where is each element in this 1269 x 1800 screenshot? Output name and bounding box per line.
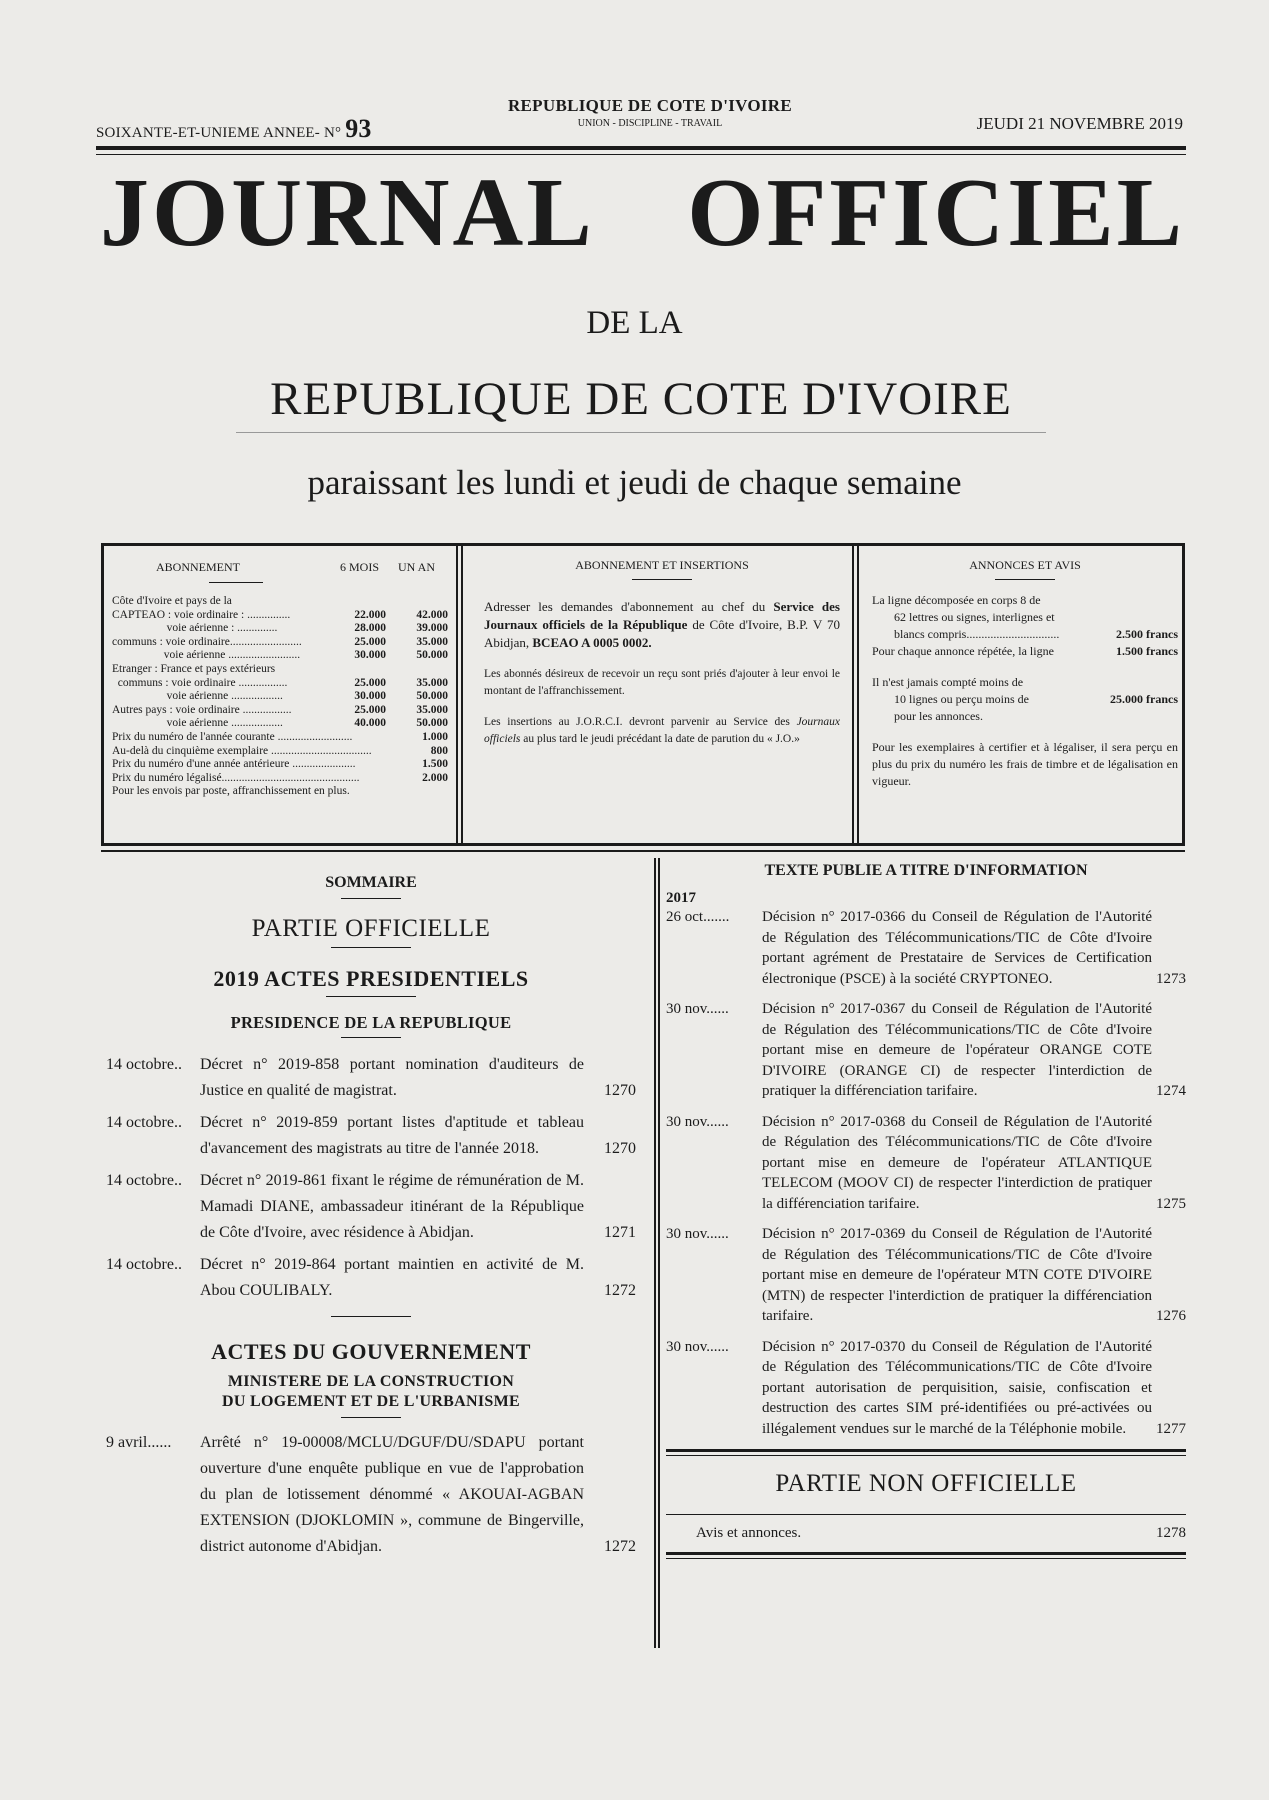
republic-name: REPUBLIQUE DE COTE D'IVOIRE (507, 96, 793, 115)
rate-label: Côte d'Ivoire et pays de la (112, 595, 232, 607)
rate-1an: 50.000 (416, 690, 448, 703)
journal-title (100, 159, 1185, 267)
rate-1an: 800 (430, 744, 448, 757)
presidence-heading: PRESIDENCE DE LA REPUBLIQUE (230, 1013, 512, 1032)
entry-date: 14 octobre.. (106, 1056, 182, 1073)
rates-header-6mois: 6 MOIS (340, 560, 380, 574)
rate-label: voie aérienne .................. (112, 717, 283, 730)
rate-row (112, 595, 448, 609)
entry-page: 1273 (1156, 970, 1186, 987)
rate-label: Etranger : France et pays extérieurs (112, 662, 276, 675)
non-officielle-rule-thin (666, 1455, 1186, 1456)
sommaire-entry (666, 1224, 1186, 1327)
sommaire-entry (666, 907, 1186, 989)
section-divider (331, 1316, 411, 1317)
sommaire-entry (666, 1337, 1186, 1440)
title-word-journal: JOURNAL (100, 159, 595, 267)
address-line-2: Service des Journaux officiels de la République (484, 599, 840, 632)
insertions-title-line (632, 579, 692, 580)
sommaire-entry (666, 999, 1186, 1102)
rate-row (112, 772, 448, 786)
annonces-line: La ligne décomposée en corps 8 de (872, 593, 1041, 607)
rate-label: Autres pays : voie ordinaire ................. (112, 703, 292, 716)
rate-row (112, 758, 448, 772)
rate-1an: 1.000 (422, 730, 448, 743)
avis-label: Avis et annonces. (696, 1525, 802, 1541)
subscription-rates (104, 546, 456, 843)
entry-text: Décret n° 2019-859 portant listes d'aptitude et tableau d'avancement des magistrats au titre de l'année 2018. (200, 1114, 584, 1157)
column-separator (456, 546, 463, 843)
entry-date: 14 octobre.. (106, 1172, 182, 1189)
sommaire-entry (106, 1252, 636, 1304)
rates-header-line (209, 582, 263, 583)
avis-rule (666, 1514, 1186, 1515)
rate-row (112, 690, 448, 704)
rate-row (112, 649, 448, 663)
avis-bottom-rule-thick (666, 1552, 1186, 1555)
rate-1an: 50.000 (416, 717, 448, 730)
entry-text: Décret n° 2019-858 portant nomination d'auditeurs de Justice en qualité de magistrat. (200, 1056, 584, 1099)
rate-label: Pour les envois par poste, affranchissement en plus. (112, 785, 350, 798)
entry-page: 1270 (604, 1140, 636, 1157)
title-de-la: DE LA (586, 305, 683, 341)
rate-6mois: 30.000 (354, 649, 386, 662)
rate-1an: 35.000 (416, 703, 448, 716)
edition-prefix: SOIXANTE-ET-UNIEME ANNEE- N° (96, 125, 342, 141)
rate-label: Prix du numéro légalisé................................................ (112, 771, 360, 784)
publication-frequency: paraissant les lundi et jeudi de chaque semaine (307, 463, 962, 502)
entry-page: 1272 (604, 1538, 636, 1555)
address-line-4: BCEAO A 0005 0002. (532, 635, 652, 650)
masthead-rule-thin (96, 154, 1186, 155)
rate-row (112, 785, 448, 799)
rate-1an: 35.000 (416, 635, 448, 648)
entry-page: 1276 (1156, 1308, 1186, 1324)
rates-header (112, 560, 448, 575)
actes-gouvernement-heading: ACTES DU GOUVERNEMENT (211, 1339, 531, 1364)
sommaire-entry (106, 1110, 636, 1162)
rate-row (112, 609, 448, 623)
entry-page: 1274 (1156, 1083, 1186, 1099)
avis-row (666, 1525, 1186, 1542)
annonces-price: 25.000 francs (1110, 692, 1178, 706)
sommaire-left-column (106, 870, 636, 1560)
rate-row (112, 717, 448, 731)
address-line-3: de Côte d'Ivoire, B.P. V 70 Abidjan, (484, 617, 840, 650)
deadline-italic: Journaux officiels (484, 716, 840, 745)
annonces-title-line (995, 579, 1055, 580)
sommaire-entry (106, 1168, 636, 1246)
rate-6mois: 25.000 (354, 676, 386, 689)
entry-page: 1275 (1156, 1195, 1186, 1212)
entry-date: 30 nov...... (666, 1338, 729, 1355)
rate-label: voie aérienne .................. (112, 690, 283, 703)
issue-date: JEUDI 21 NOVEMBRE 2019 (976, 114, 1183, 133)
country-title: REPUBLIQUE DE COTE D'IVOIRE (270, 373, 1012, 425)
annonces-price: 2.500 francs (1116, 627, 1178, 641)
entry-date: 30 nov...... (666, 1113, 729, 1130)
sommaire-right-column (666, 862, 1186, 1559)
edition-info (96, 114, 372, 144)
masthead-rule-thick (96, 146, 1186, 150)
sommaire-title: SOMMAIRE (325, 874, 417, 891)
rate-row (112, 636, 448, 650)
sommaire-entry (106, 1052, 636, 1104)
column-separator (852, 546, 859, 843)
entry-text: Décret n° 2019-861 fixant le régime de rémunération de M. Mamadi DIANE, ambassadeur itinérant de la République de Côte d'Ivoire, avec résidence à Abidjan. (200, 1172, 584, 1241)
entry-text: Décision n° 2017-0367 du Conseil de Régulation de l'Autorité de Régulation des Télécommunications/TIC de Côte d'Ivoire portant mise en demeure de l'opérateur ORANGE COTE D'IVOIRE (ORANGE CI) de respecter l'interdiction de pratiquer la différenciation tarifaire. (762, 1001, 1152, 1099)
rate-1an: 42.000 (416, 608, 448, 621)
rate-row (112, 663, 448, 677)
title-word-officiel: OFFICIEL (687, 159, 1185, 267)
texte-publie-heading: TEXTE PUBLIE A TITRE D'INFORMATION (764, 862, 1088, 879)
sommaire-column-separator (654, 858, 660, 1648)
rate-label: voie aérienne ......................... (112, 649, 301, 662)
info-entries (666, 907, 1186, 1439)
partie-officielle-heading: PARTIE OFFICIELLE (251, 915, 491, 942)
entry-page: 1270 (604, 1082, 636, 1099)
sommaire-underline (341, 898, 401, 899)
ministere-heading-line-1: MINISTERE DE LA CONSTRUCTION (227, 1373, 515, 1390)
annonces-title: ANNONCES ET AVIS (969, 558, 1081, 572)
actes-presidentiels-underline (326, 996, 416, 997)
avis-page: 1278 (1156, 1525, 1186, 1541)
rate-1an: 35.000 (416, 676, 448, 689)
annonces-line: Il n'est jamais compté moins de (872, 675, 1024, 689)
entry-date: 14 octobre.. (106, 1256, 182, 1273)
entry-text: Décision n° 2017-0369 du Conseil de Régulation de l'Autorité de Régulation des Télécommunications/TIC de Côte d'Ivoire portant mise en demeure de l'opérateur MTN COTE D'IVOIRE (MTN) de respecter l'interdiction de pratiquer la différenciation tarifaire. (762, 1226, 1152, 1324)
entry-text: Arrêté n° 19-00008/MCLU/DGUF/DU/SDAPU portant ouverture d'une enquête publique en vue de l'approbation du plan de lotissement dénommé « AKOUAI-AGBAN EXTENSION (DJOKLOMIN », commune de Bingerville, district autonome d'Abidjan. (200, 1434, 584, 1555)
rate-6mois: 30.000 (354, 690, 386, 703)
sommaire-entry (666, 1112, 1186, 1215)
rate-1an: 50.000 (416, 649, 448, 662)
actes-presidentiels-heading: 2019 ACTES PRESIDENTIELS (213, 966, 529, 991)
rate-label: communs : voie ordinaire......................... (112, 635, 302, 648)
entry-date: 14 octobre.. (106, 1114, 182, 1131)
subscription-box (101, 543, 1185, 846)
annonces-price: 1.500 francs (1116, 644, 1178, 658)
rate-1an: 1.500 (422, 758, 448, 771)
insertions-column (466, 546, 852, 843)
presidence-underline (341, 1037, 401, 1038)
entry-text: Décision n° 2017-0370 du Conseil de Régulation de l'Autorité de Régulation des Télécommunications/TIC de Côte d'Ivoire portant autorisation de perquisition, saisie, confiscation et destruction des cartes SIM pré-identifiées ou pré-activées ou illégalement vendues sur le marché de la Téléphonie mobile. (762, 1338, 1152, 1437)
entry-date: 26 oct....... (666, 909, 730, 925)
rate-label: Prix du numéro de l'année courante .......................... (112, 730, 353, 743)
deadline-part-2: au plus tard le jeudi précédant la date de parution du « J.O.» (523, 733, 800, 745)
sommaire-entry (106, 1430, 636, 1560)
annonces-line: pour les annonces. (894, 709, 983, 723)
rate-row (112, 731, 448, 745)
republic-header (500, 96, 800, 129)
rate-row (112, 677, 448, 691)
rate-label: Au-delà du cinquième exemplaire ................................... (112, 744, 372, 757)
rate-6mois: 28.000 (354, 622, 386, 635)
annonces-line: 10 lignes ou perçu moins de 25.000 francs (894, 692, 1178, 706)
info-year: 2017 (666, 890, 696, 906)
insertions-deadline (484, 714, 840, 748)
address-line-1: Adresser les demandes d'abonnement au chef du (484, 599, 766, 614)
rate-label: voie aérienne : .............. (112, 622, 278, 635)
annonces-line: Pour chaque annonce répétée, la ligne 1.500 francs (872, 644, 1178, 658)
rate-label: Prix du numéro d'une année antérieure ...................... (112, 758, 356, 771)
insertions-receipt-note: Les abonnés désireux de recevoir un reçu sont priés d'ajouter à leur envoi le montant de l'affranchissement. (484, 668, 840, 697)
entry-text: Décret n° 2019-864 portant maintien en activité de M. Abou COULIBALY. (200, 1256, 584, 1299)
annonces-column (862, 546, 1184, 843)
entry-page: 1271 (604, 1224, 636, 1241)
partie-officielle-underline (331, 947, 411, 948)
rates-list (112, 595, 448, 799)
government-entries (106, 1430, 636, 1560)
rate-1an: 39.000 (416, 622, 448, 635)
ministere-underline (341, 1417, 401, 1418)
entry-text: Décision n° 2017-0366 du Conseil de Régulation de l'Autorité de Régulation des Télécommunications/TIC de Côte d'Ivoire portant agrément de Prestataire de Services de Certification électronique (PSCE) à la société CRYPTONEO. (762, 909, 1152, 987)
annonces-line: 62 lettres ou signes, interlignes et (894, 610, 1055, 624)
rates-header-label: ABONNEMENT (156, 560, 240, 574)
non-officielle-rule-thick (666, 1449, 1186, 1452)
deadline-part-1: Les insertions au J.O.R.C.I. devront parvenir au Service des (484, 716, 790, 728)
annonces-certification-note: Pour les exemplaires à certifier et à légaliser, il sera perçu en plus du prix du numéro les frais de timbre et de légalisation en vigueur. (872, 740, 1178, 788)
edition-number: 93 (345, 114, 372, 143)
rate-label: communs : voie ordinaire ................. (112, 676, 288, 689)
entry-page: 1272 (604, 1282, 636, 1299)
entry-date: 9 avril...... (106, 1434, 172, 1451)
annonces-line: blancs compris............................... 2.500 francs (894, 627, 1178, 641)
partie-non-officielle-heading: PARTIE NON OFFICIELLE (775, 1470, 1077, 1497)
insertions-address (484, 598, 840, 652)
rates-header-1an: UN AN (398, 560, 436, 574)
national-motto: UNION - DISCIPLINE - TRAVAIL (577, 118, 723, 129)
rate-6mois: 22.000 (354, 608, 386, 621)
insertions-title: ABONNEMENT ET INSERTIONS (575, 558, 749, 572)
rate-row (112, 622, 448, 636)
rate-row (112, 704, 448, 718)
rate-1an: 2.000 (422, 771, 448, 784)
box-bottom-rule (101, 850, 1185, 852)
presidential-entries (106, 1052, 636, 1304)
entry-date: 30 nov...... (666, 1001, 729, 1017)
entry-date: 30 nov...... (666, 1226, 729, 1242)
rate-row (112, 745, 448, 759)
ministere-heading-line-2: DU LOGEMENT ET DE L'URBANISME (222, 1393, 520, 1410)
country-underline (236, 432, 1046, 433)
entry-text: Décision n° 2017-0368 du Conseil de Régulation de l'Autorité de Régulation des Télécommunications/TIC de Côte d'Ivoire portant mise en demeure de l'opérateur ATLANTIQUE TELECOM (MOOV CI) de respecter l'interdiction de pratiquer la différenciation tarifaire. (762, 1113, 1152, 1212)
rate-6mois: 40.000 (354, 717, 386, 730)
avis-bottom-rule-thin (666, 1558, 1186, 1559)
rate-6mois: 25.000 (354, 635, 386, 648)
entry-page: 1277 (1156, 1420, 1186, 1437)
rate-6mois: 25.000 (354, 703, 386, 716)
rate-label: CAPTEAO : voie ordinaire : ............... (112, 608, 291, 621)
